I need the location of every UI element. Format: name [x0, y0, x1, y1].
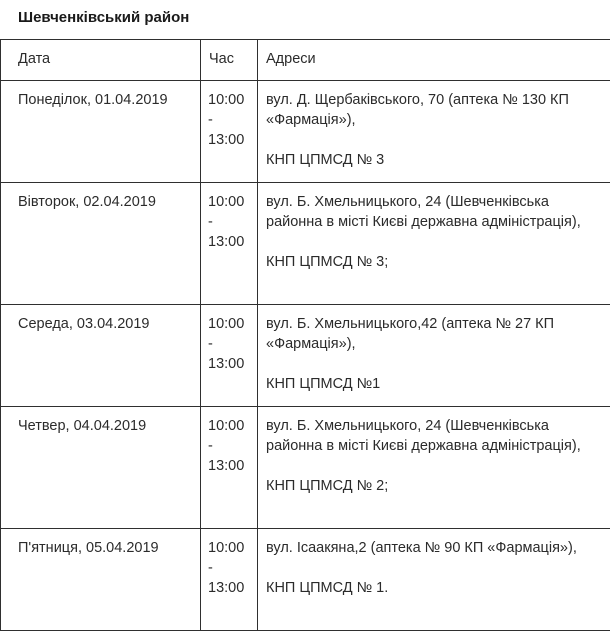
row-time [201, 81, 258, 183]
row-date: Середа, 03.04.2019 [1, 305, 201, 407]
page-title: Шевченківський район [18, 8, 189, 28]
row-time [201, 305, 258, 407]
time-separator: - [208, 110, 249, 130]
row-time [201, 529, 258, 631]
time-separator: - [208, 334, 249, 354]
time-start: 10:00 [208, 538, 249, 558]
row-addresses [258, 529, 610, 631]
time-start: 10:00 [208, 192, 249, 212]
address-text: вул. Ісаакяна,2 (аптека № 90 КП «Фармація»), [266, 538, 604, 558]
time-end: 13:00 [208, 578, 249, 598]
time-separator: - [208, 212, 249, 232]
time-start: 10:00 [208, 314, 249, 334]
row-addresses [258, 183, 610, 305]
institution-text: КНП ЦПМСД № 3 [266, 150, 604, 170]
address-text: вул. Д. Щербаківського, 70 (аптека № 130 КП «Фармація»), [266, 90, 604, 130]
header-time: Час [201, 40, 258, 81]
institution-text: КНП ЦПМСД № 1. [266, 578, 604, 598]
row-time [201, 407, 258, 529]
institution-text: КНП ЦПМСД № 3; [266, 252, 604, 272]
table-row [1, 529, 610, 631]
table-row [1, 183, 610, 305]
row-date: П'ятниця, 05.04.2019 [1, 529, 201, 631]
time-separator: - [208, 558, 249, 578]
header-date: Дата [1, 40, 201, 81]
time-end: 13:00 [208, 232, 249, 252]
institution-text: КНП ЦПМСД №1 [266, 374, 604, 394]
row-addresses [258, 81, 610, 183]
time-end: 13:00 [208, 354, 249, 374]
row-date: Четвер, 04.04.2019 [1, 407, 201, 529]
time-start: 10:00 [208, 90, 249, 110]
time-separator: - [208, 436, 249, 456]
address-text: вул. Б. Хмельницького, 24 (Шевченківська районна в місті Києві державна адміністрація), [266, 416, 604, 456]
institution-text: КНП ЦПМСД № 2; [266, 476, 604, 496]
time-end: 13:00 [208, 456, 249, 476]
time-start: 10:00 [208, 416, 249, 436]
header-addresses: Адреси [258, 40, 610, 81]
schedule-table [0, 39, 610, 631]
time-end: 13:00 [208, 130, 249, 150]
table-header-row [1, 40, 610, 81]
row-addresses [258, 407, 610, 529]
address-text: вул. Б. Хмельницького, 24 (Шевченківська районна в місті Києві державна адміністрація), [266, 192, 604, 232]
row-addresses [258, 305, 610, 407]
address-text: вул. Б. Хмельницького,42 (аптека № 27 КП «Фармація»), [266, 314, 604, 354]
row-time [201, 183, 258, 305]
table-row [1, 407, 610, 529]
row-date: Понеділок, 01.04.2019 [1, 81, 201, 183]
table-row [1, 305, 610, 407]
table-row [1, 81, 610, 183]
row-date: Вівторок, 02.04.2019 [1, 183, 201, 305]
